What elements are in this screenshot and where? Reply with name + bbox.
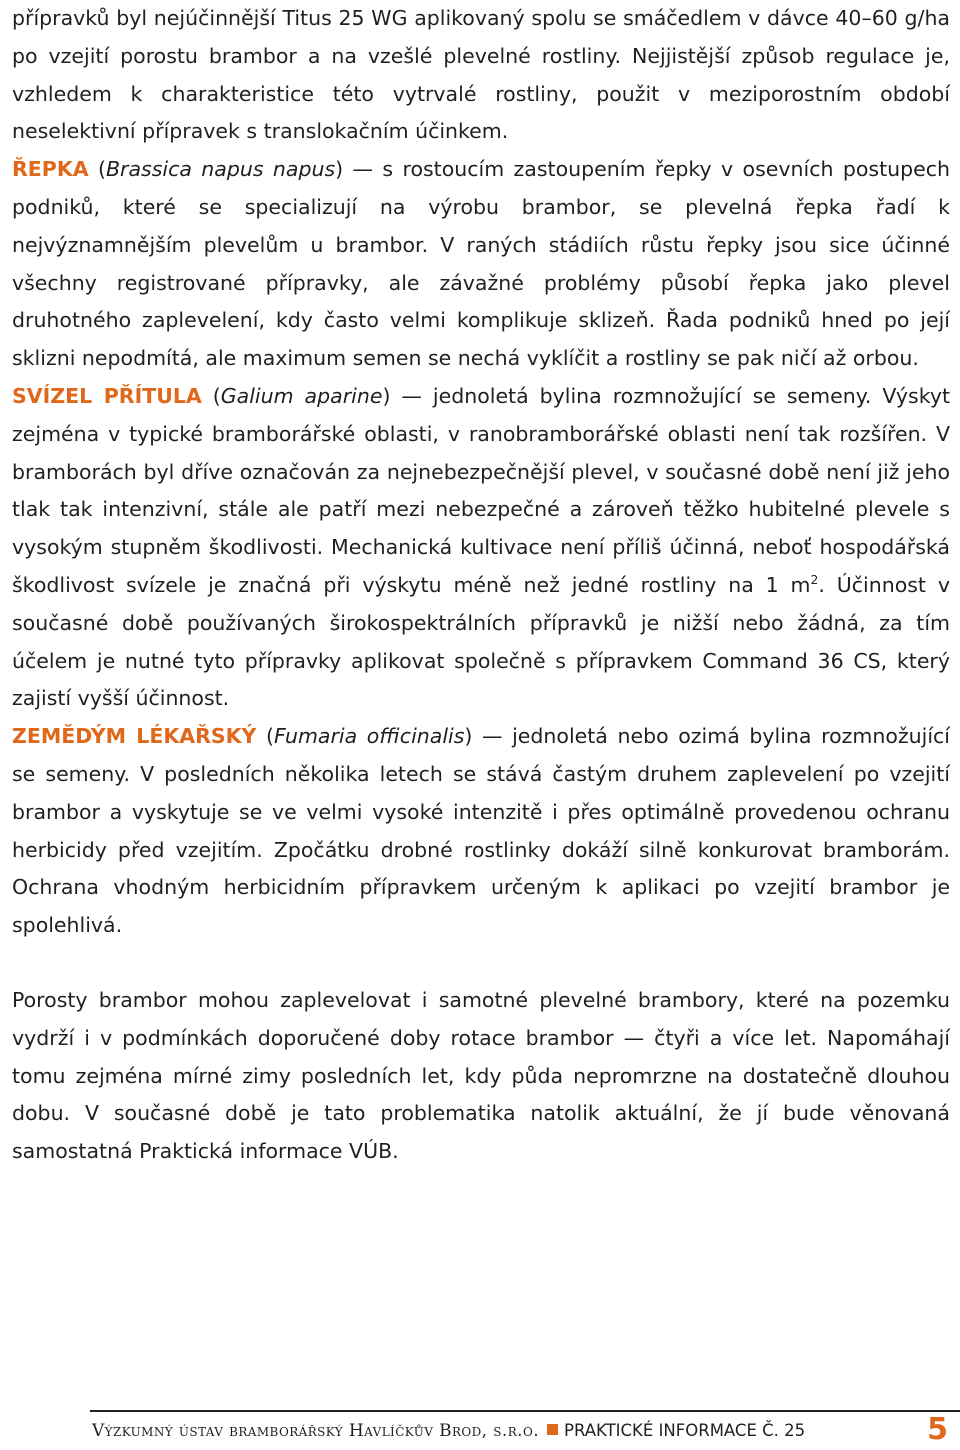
footer-rule [90,1410,960,1412]
term-svizel: SVÍZEL PŘÍTULA [12,383,202,408]
paragraph-zemedym [12,718,950,945]
latin-close: ) [335,157,344,182]
latin-open: ( [256,724,274,749]
term-zemedym: ZEMĚDÝM LÉKAŘSKÝ [12,724,257,749]
document-body [12,0,950,1171]
footer-square-icon [547,1424,558,1435]
paragraph-intro: přípravků byl nejúčinnější Titus 25 WG aplikovaný spolu se smáčedlem v dávce 40–60 g/ha po vzejití porostu brambor a na vzešlé plevelné rostliny. Nejjistější způsob regulace je, vzhledem k charakteristice této vytrvalé rostliny, použit v meziporostním období neselektivní přípravek s translokačním účinkem. [12,6,950,144]
latin-close: ) [382,383,391,408]
latin-name-repka: Brassica napus napus [105,157,336,182]
footer-line [92,1418,805,1444]
latin-name-zemedym: Fumaria officinalis [273,724,465,749]
description-svizel-cont: . Účinnost v současné době používaných širokospektrálních přípravků je nižší nebo žádná, za tím účelem je nutné tyto přípravky aplikovat společně s přípravkem Command 36 CS, který zajistí vyšší účinnost. [12,572,950,711]
description-repka: — s rostoucím zastoupením řepky v osevních postupech podniků, které se specializují na výrobu brambor, se plevelná řepka řadí k nejvýznamnějším plevelům u brambor. V raných stádiích růstu řepky jsou sice účinné všechny registrované přípravky, ale závažné problémy působí řepka jako plevel druhotného zaplevelení, kdy často velmi komplikuje sklizeň. Řada podniků hned po její sklizni nepodmítá, ale maximum semen se nechá vyklíčit a rostliny se pak ničí až orbou. [12,157,950,371]
page-number: 5 [927,1412,948,1447]
page-footer [0,1410,960,1450]
latin-open: ( [97,157,106,182]
paragraph-repka [12,151,950,378]
paragraph-final: Porosty brambor mohou zaplevelovat i samotné plevelné brambory, které na pozemku vydrží i v podmínkách doporučené doby rotace brambor — čtyři a více let. Napomáhají tomu zejména mírné zimy posledních let, kdy půda nepromrzne na dostatečně dlouhou dobu. V současné době je tato problematika natolik aktuální, že jí bude věnovaná samostatná Praktická informace VÚB. [12,987,950,1164]
latin-name-svizel: Galium aparine [220,383,383,408]
footer-institute: Výzkumný ústav bramborářský Havlíčkův Brod, s.r.o. [92,1421,540,1441]
superscript-exponent: 2 [810,573,819,588]
description-svizel: — jednoletá bylina rozmnožující se semeny. Výskyt zejména v typické bramborářské oblasti, v ranobramborářské oblasti není tak rozšířen. V bramborách byl dříve označován za nejnebezpečnější plevel, v současné době není již jeho tlak tak intenzivní, stále ale patří mezi nebezpečné a zároveň těžko hubitelné plevele s vysokým stupněm škodlivosti. Mechanická kultivace není příliš účinná, neboť hospodářská škodlivost svízele je značná při výskytu méně než jedné rostliny na 1 m [12,383,951,597]
latin-close: ) [464,724,473,749]
footer-series: PRAKTICKÉ INFORMACE Č. 25 [564,1421,806,1440]
paragraph-gap [12,945,950,982]
description-zemedym: — jednoletá nebo ozimá bylina rozmnožující se semeny. V posledních několika letech se stává častým druhem zaplevelení po vzejití brambor a vyskytuje se ve velmi vysoké intenzitě i přes optimálně provedenou ochranu herbicidy před vzejitím. Zpočátku drobné rostlinky dokáží silně konkurovat bramborám. Ochrana vhodným herbicidním přípravkem určeným k aplikaci po vzejití brambor je spolehlivá. [12,724,950,938]
paragraph-svizel [12,378,950,718]
latin-open: ( [201,383,221,408]
term-repka: ŘEPKA [12,157,89,182]
